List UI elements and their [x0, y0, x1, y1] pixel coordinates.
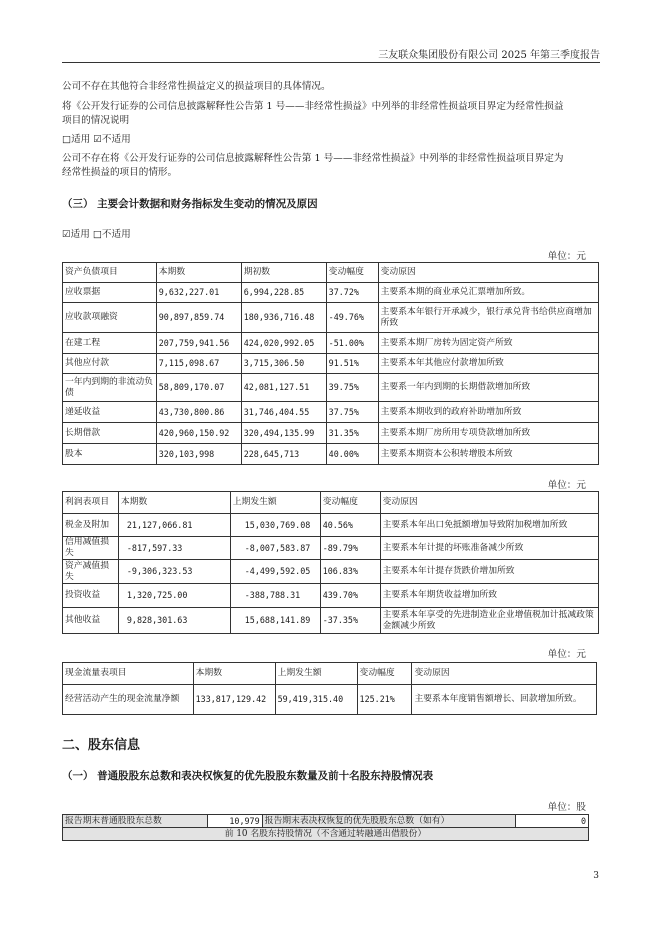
- reason-cell: 主要系本年其他应付款增加所致: [378, 354, 598, 374]
- current-cell: 21,127,066.81: [118, 514, 230, 537]
- unit-label-shares: 单位：股: [547, 802, 586, 813]
- header-cell: 利润表项目: [63, 492, 119, 514]
- change-cell: 91.51%: [326, 354, 378, 374]
- opening-cell: 424,020,992.05: [241, 333, 326, 354]
- item-cell: 股本: [63, 444, 157, 465]
- reason-cell: 主要系本年计提存货跌价增加所致: [380, 560, 598, 584]
- current-cell: 420,960,150.92: [156, 423, 241, 444]
- section-title-shareholders: 二、股东信息: [62, 738, 141, 753]
- prior-cell: -388,788.31: [230, 584, 320, 608]
- opening-cell: 42,081,127.51: [241, 374, 326, 402]
- reason-cell: 主要系本期收到的政府补助增加所致: [378, 402, 598, 423]
- header-cell: 上期发生额: [230, 492, 320, 514]
- header-cell: 本期数: [193, 663, 275, 685]
- reason-cell: 主要系本年期货收益增加所致: [380, 584, 598, 608]
- page-number: 3: [593, 871, 599, 881]
- common-holders-label: 报告期末普通股股东总数: [63, 815, 208, 828]
- change-cell: -51.00%: [326, 333, 378, 354]
- change-cell: -49.76%: [326, 303, 378, 333]
- table-row: [63, 514, 599, 537]
- change-cell: 40.00%: [326, 444, 378, 465]
- change-cell: 39.75%: [326, 374, 378, 402]
- change-cell: 37.72%: [326, 283, 378, 303]
- table-row: [63, 354, 599, 374]
- item-cell: 资产减值损失: [63, 560, 119, 584]
- item-cell: 应收款项融资: [63, 303, 157, 333]
- reason-cell: 主要系本年计提的坏账准备减少所致: [380, 537, 598, 560]
- intro-line-2b: 项目的情况说明: [62, 115, 130, 126]
- top10-holders-caption: 前 10 名股东持股情况（不含通过转融通出借股份）: [63, 828, 589, 841]
- intro-line-1: 公司不存在其他符合非经常性损益定义的损益项目的具体情况。: [62, 81, 331, 92]
- current-cell: -9,306,323.53: [118, 560, 230, 584]
- change-cell: -89.79%: [320, 537, 380, 560]
- unit-label-cashflow: 单位：元: [547, 649, 586, 660]
- table-header-row: [63, 663, 597, 685]
- unit-label-balance: 单位：元: [547, 251, 586, 262]
- table-row: [63, 828, 589, 841]
- item-cell: 经营活动产生的现金流量净额: [63, 685, 194, 715]
- prior-cell: 15,688,141.89: [230, 608, 320, 634]
- applicability-check-1: □适用 ☑不适用: [62, 134, 131, 145]
- table-row: [63, 333, 599, 354]
- header-cell: 变动原因: [380, 492, 598, 514]
- table-header-row: [63, 492, 599, 514]
- header-cell: 本期数: [156, 263, 241, 283]
- header-cell: 变动原因: [378, 263, 598, 283]
- change-cell: -37.35%: [320, 608, 380, 634]
- current-cell: 43,730,800.86: [156, 402, 241, 423]
- current-cell: 207,759,941.56: [156, 333, 241, 354]
- cash-flow-table: [62, 662, 597, 715]
- table-row: [63, 815, 589, 828]
- intro-line-2a: 将《公开发行证券的公司信息披露解释性公告第 1 号——非经常性损益》中列举的非经常性损益项目界定为经常性损益: [62, 101, 564, 112]
- change-cell: 106.83%: [320, 560, 380, 584]
- current-cell: 320,103,998: [156, 444, 241, 465]
- shareholder-count-table: [62, 814, 589, 841]
- current-cell: 7,115,098.67: [156, 354, 241, 374]
- item-cell: 长期借款: [63, 423, 157, 444]
- table-row: [63, 402, 599, 423]
- income-statement-table: [62, 491, 599, 634]
- header-cell: 变动幅度: [357, 663, 412, 685]
- header-cell: 上期发生额: [275, 663, 357, 685]
- header-cell: 变动幅度: [320, 492, 380, 514]
- table-row: [63, 584, 599, 608]
- reason-cell: 主要系本期厂房所用专项贷款增加所致: [378, 423, 598, 444]
- opening-cell: 320,494,135.99: [241, 423, 326, 444]
- table-row: [63, 608, 599, 634]
- header-divider: [62, 62, 600, 63]
- opening-cell: 3,715,306.50: [241, 354, 326, 374]
- item-cell: 投资收益: [63, 584, 119, 608]
- table-row: [63, 444, 599, 465]
- table-row: [63, 537, 599, 560]
- item-cell: 信用减值损失: [63, 537, 119, 560]
- reason-cell: 主要系一年内到期的长期借款增加所致: [378, 374, 598, 402]
- intro-line-3b: 经常性损益的项目的情形。: [62, 167, 178, 178]
- prior-cell: 15,030,769.08: [230, 514, 320, 537]
- opening-cell: 31,746,404.55: [241, 402, 326, 423]
- section-3-title: （三） 主要会计数据和财务指标发生变动的情况及原因: [62, 198, 318, 210]
- table-row: [63, 560, 599, 584]
- current-cell: 9,828,301.63: [118, 608, 230, 634]
- table-row: [63, 685, 597, 715]
- opening-cell: 6,994,228.85: [241, 283, 326, 303]
- header-cell: 变动幅度: [326, 263, 378, 283]
- item-cell: 一年内到期的非流动负债: [63, 374, 157, 402]
- item-cell: 应收票据: [63, 283, 157, 303]
- reason-cell: 主要系本期厂房转为固定资产所致: [378, 333, 598, 354]
- item-cell: 在建工程: [63, 333, 157, 354]
- table-row: [63, 303, 599, 333]
- reason-cell: 主要系本期资本公积转增股本所致: [378, 444, 598, 465]
- reason-cell: 主要系本年享受的先进制造业企业增值税加计抵减政策金额减少所致: [380, 608, 598, 634]
- table-row: [63, 374, 599, 402]
- current-cell: 90,897,859.74: [156, 303, 241, 333]
- opening-cell: 228,645,713: [241, 444, 326, 465]
- item-cell: 其他收益: [63, 608, 119, 634]
- change-cell: 31.35%: [326, 423, 378, 444]
- applicability-check-2: ☑适用 □不适用: [62, 229, 131, 240]
- table-row: [63, 283, 599, 303]
- change-cell: 439.70%: [320, 584, 380, 608]
- change-cell: 37.75%: [326, 402, 378, 423]
- unit-label-income: 单位：元: [547, 480, 586, 491]
- preferred-holders-label: 报告期末表决权恢复的优先股股东总数（如有）: [262, 815, 515, 828]
- intro-line-3a: 公司不存在将《公开发行证券的公司信息披露解释性公告第 1 号——非经常性损益》中列举的非经常性损益项目界定为: [62, 153, 564, 164]
- reason-cell: 主要系本年银行开承减少，银行承兑背书给供应商增加所致: [378, 303, 598, 333]
- item-cell: 递延收益: [63, 402, 157, 423]
- change-cell: 125.21%: [357, 685, 412, 715]
- current-cell: 9,632,227.01: [156, 283, 241, 303]
- preferred-holders-value: 0: [516, 815, 589, 828]
- header-cell: 期初数: [241, 263, 326, 283]
- header-cell: 本期数: [118, 492, 230, 514]
- header-cell: 资产负债项目: [63, 263, 157, 283]
- current-cell: -817,597.33: [118, 537, 230, 560]
- item-cell: 其他应付款: [63, 354, 157, 374]
- balance-sheet-table: [62, 262, 599, 465]
- table-row: [63, 423, 599, 444]
- current-cell: 133,817,129.42: [193, 685, 275, 715]
- reason-cell: 主要系本年度销售额增长、回款增加所致。: [412, 685, 597, 715]
- report-header: 三友联众集团股份有限公司 2025 年第三季度报告: [378, 50, 600, 61]
- item-cell: 税金及附加: [63, 514, 119, 537]
- prior-cell: -4,499,592.05: [230, 560, 320, 584]
- current-cell: 58,809,170.07: [156, 374, 241, 402]
- opening-cell: 180,936,716.48: [241, 303, 326, 333]
- header-cell: 变动原因: [412, 663, 597, 685]
- reason-cell: 主要系本期的商业承兑汇票增加所致。: [378, 283, 598, 303]
- prior-cell: -8,007,583.87: [230, 537, 320, 560]
- header-cell: 现金流量表项目: [63, 663, 194, 685]
- current-cell: 1,320,725.00: [118, 584, 230, 608]
- change-cell: 40.56%: [320, 514, 380, 537]
- prior-cell: 59,419,315.40: [275, 685, 357, 715]
- table-header-row: [63, 263, 599, 283]
- shareholders-subtitle: （一） 普通股股东总数和表决权恢复的优先股股东数量及前十名股东持股情况表: [62, 770, 434, 782]
- reason-cell: 主要系本年出口免抵额增加导致附加税增加所致: [380, 514, 598, 537]
- common-holders-value: 10,979: [207, 815, 262, 828]
